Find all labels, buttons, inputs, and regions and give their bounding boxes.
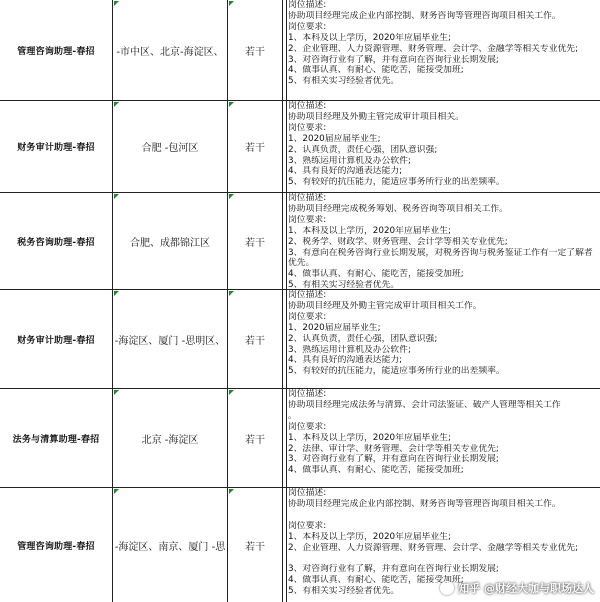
desc-line: 岗位要求: (288, 520, 327, 531)
desc-line (288, 553, 598, 564)
watermark-text: 知乎 @财经大咖与职场达人 (458, 582, 594, 595)
job-title: 法务与清算助理-春招 (12, 434, 100, 445)
desc-line (288, 510, 598, 521)
desc-line: 1、本科及以上学历，2020年应届毕业生; (288, 432, 451, 443)
desc-line: 岗位要求: (288, 21, 327, 32)
desc-line: 岗位要求: (288, 214, 327, 225)
desc-line: 2、认真负责，责任心强，团队意识强; (288, 144, 438, 155)
desc-line: 2、企业管理、人力资源管理、财务管理、会计学、金融学等相关专业优先; (288, 43, 579, 54)
desc-line: 岗位描述: (288, 389, 327, 399)
desc-line: 协助项目经理及外勤主管完成审计项目相关工作。 (288, 300, 482, 311)
desc-line: 。 (288, 410, 297, 421)
desc-line: 5、有相关实习经验者优先。 (288, 586, 400, 597)
desc-line: 5、有较好的抗压能力，能适应事务所行业的出差频率。 (288, 177, 505, 188)
job-title: 管理咨询助理-春招 (17, 46, 95, 57)
desc-line: 2、法律、审计学、财务管理、会计学等相关专业优先; (288, 443, 499, 454)
desc-line: 协助项目经理完成企业内部控制、财务咨询等管理咨询项目相关工作。 (288, 498, 561, 509)
desc-line: 岗位描述: (288, 0, 327, 10)
desc-line: 协助项目经理及外勤主管完成审计项目相关。 (288, 111, 464, 122)
job-description (288, 193, 598, 289)
desc-line: 岗位要求: (288, 311, 327, 322)
table-row (0, 389, 600, 488)
job-description (288, 0, 598, 100)
job-description (288, 290, 598, 388)
job-location: 北京 -海淀区 (141, 434, 199, 446)
job-description (288, 101, 598, 192)
job-title: 财务审计助理-春招 (17, 335, 95, 346)
job-count: 若干 (245, 434, 265, 446)
job-count: 若干 (245, 143, 265, 154)
desc-line: 3、对咨询行业有了解，并有意向在咨询行业长期发展; (288, 54, 499, 65)
job-count: 若干 (245, 46, 265, 58)
desc-line: 3、熟练运用计算机及办公软件; (288, 155, 411, 166)
desc-line: 5、有较好的抗压能力，能适应事务所行业的出差频率。 (288, 366, 505, 377)
job-location: 合肥 -包河区 (141, 143, 199, 154)
desc-line: 3、熟练运用计算机及办公软件; (288, 344, 411, 355)
zhihu-logo-icon (440, 581, 454, 595)
job-location: 合肥、成都锦江区 (130, 237, 210, 249)
job-location: -市中区、北京-海淀区、 (116, 46, 224, 58)
desc-line: 3、有意向在税务咨询行业长期发展，对税务咨询与税务鉴证工作有一定了解者优先。 (288, 247, 593, 269)
desc-line: 4、做事认真、有耐心、能吃苦，能接受加班; (288, 65, 464, 76)
desc-line: 4、做事认真、有耐心、能吃苦，能接受加班; (288, 575, 464, 586)
job-count: 若干 (245, 541, 265, 553)
desc-line: 2、企业管理、人力资源管理、财务管理、会计学、金融学等相关专业优先; (288, 542, 579, 553)
desc-line: 1、2020届应届毕业生; (288, 322, 381, 333)
desc-line: 协助项目经理完成法务与清算、会计司法鉴证、破产人管理等相关工作 (288, 399, 561, 410)
desc-line: 1、本科及以上学历，2020年应届毕业生; (288, 225, 451, 236)
desc-line: 1、2020届应届毕业生; (288, 133, 381, 144)
desc-line: 4、具有良好的沟通表达能力; (288, 355, 403, 366)
job-title: 管理咨询助理-春招 (17, 541, 95, 552)
desc-line: 2、认真负责，责任心强，团队意识强; (288, 333, 438, 344)
table-row (0, 0, 600, 101)
desc-line: 5、有相关实习经验者优先。 (288, 76, 400, 87)
desc-line: 4、具有良好的沟通表达能力; (288, 166, 403, 177)
desc-line: 岗位要求: (288, 421, 327, 432)
desc-line: 1、本科及以上学历，2020年应届毕业生; (288, 32, 451, 43)
desc-line: 岗位要求: (288, 122, 327, 133)
desc-line: 4、做事认真、有耐心、能吃苦，能接受加班; (288, 269, 464, 280)
table-row (0, 101, 600, 193)
desc-line: 1、本科及以上学历，2020年应届毕业生; (288, 531, 451, 542)
desc-line: 5、有相关实习经验者优先。 (288, 280, 400, 289)
desc-line: 4、做事认真、有耐心、能吃苦，能接受加班; (288, 465, 464, 476)
table-row (0, 193, 600, 290)
job-location: -海淀区、厦门 -思明区、 (114, 335, 226, 347)
job-title: 财务审计助理-春招 (17, 143, 95, 153)
desc-line: 协助项目经理完成税务筹划、税务咨询等项目相关工作。 (288, 203, 508, 214)
job-title: 税务咨询助理-春招 (17, 237, 95, 248)
desc-line: 岗位描述: (288, 290, 327, 300)
job-count: 若干 (245, 237, 265, 249)
job-location: -海淀区、南京、厦门 -思 (114, 541, 226, 553)
job-count: 若干 (245, 335, 265, 347)
desc-line: 岗位描述: (288, 488, 327, 498)
desc-line: 协助项目经理完成企业内部控制、财务咨询等管理咨询项目相关工作。 (288, 10, 561, 21)
table-row (0, 290, 600, 389)
desc-line: 3、对咨询行业有了解，并有意向在咨询行业长期发展; (288, 454, 499, 465)
desc-line: 岗位描述: (288, 101, 327, 111)
desc-line: 3、对咨询行业有了解，并有意向在咨询行业长期发展; (288, 564, 499, 575)
desc-line: 岗位描述: (288, 193, 327, 203)
job-description (288, 389, 598, 487)
desc-line: 2、税务学、财政学、财务管理、会计学等相关专业优先; (288, 236, 508, 247)
watermark (440, 580, 594, 596)
